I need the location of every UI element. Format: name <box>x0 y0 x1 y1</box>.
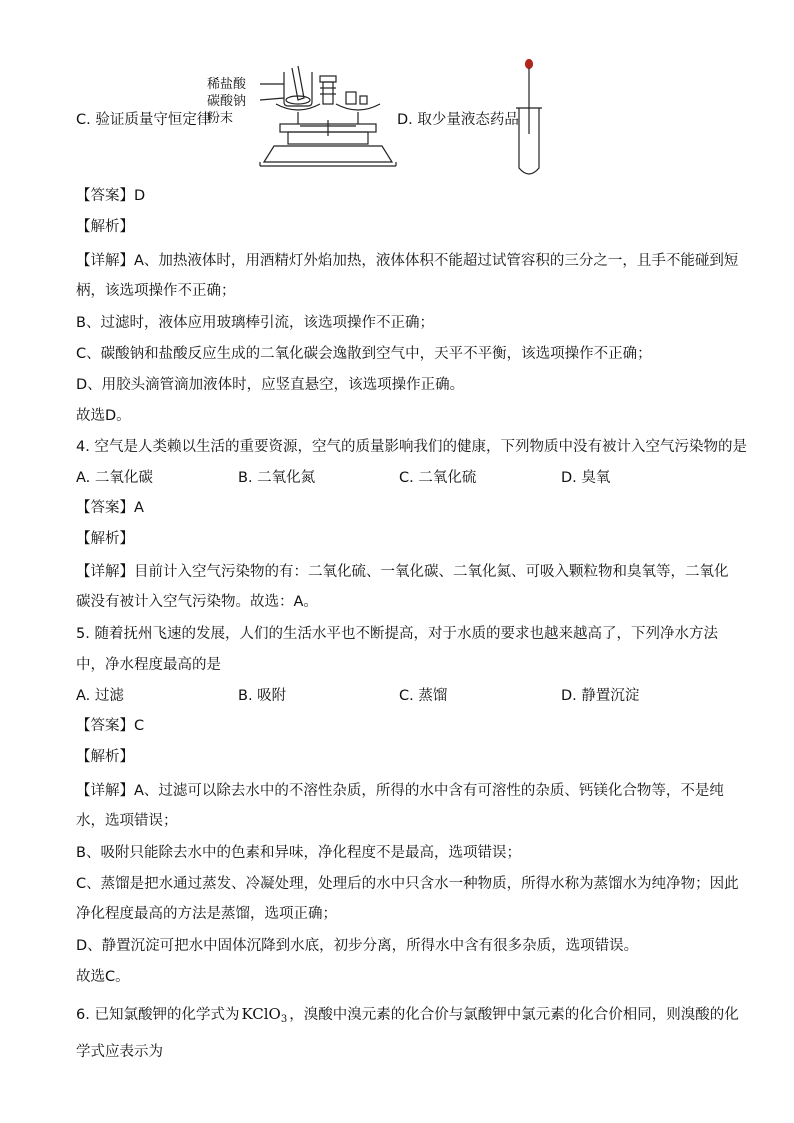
q5-detail-line-2: 水，选项错误； <box>76 813 178 829</box>
q3-detail-c: C、碳酸钠和盐酸反应生成的二氧化碳会逸散到空气中，天平不平衡，该选项操作不正确； <box>76 346 652 362</box>
q4-detail-line-2: 碳没有被计入空气污染物。故选：A。 <box>76 594 318 610</box>
q5-detail-b: B、吸附只能除去水中的色素和异味，净化程度不是最高，选项错误； <box>76 845 521 861</box>
balance-figure <box>240 62 400 172</box>
dropper-tube-figure <box>512 56 546 180</box>
q3-analysis-heading: 【解析】 <box>76 219 134 235</box>
q5-detail-d: D、静置沉淀可把水中固体沉降到水底，初步分离，所得水中含有很多杂质，选项错误。 <box>76 938 639 954</box>
q5-stem-line-1: 5. 随着抚州飞速的发展，人们的生活水平也不断提高，对于水质的要求也越来越高了，下列净水方法 <box>76 626 718 642</box>
label-powder: 粉末 <box>207 111 234 126</box>
q5-option-b: B. 吸附 <box>238 688 287 704</box>
label-sodium-carbonate: 碳酸钠 <box>207 94 247 109</box>
q3-detail-b: B、过滤时，液体应用玻璃棒引流，该选项操作不正确； <box>76 315 434 331</box>
q5-detail-c-line-1: C、蒸馏是把水通过蒸发、冷凝处理，处理后的水中只含水一种物质，所得水称为蒸馏水为纯净物；因此 <box>76 876 739 892</box>
q6-formula <box>241 1005 287 1023</box>
q5-analysis-heading: 【解析】 <box>76 749 134 765</box>
option-c-text: C. 验证质量守恒定律 <box>76 112 212 128</box>
q5-answer: 【答案】C <box>76 718 145 734</box>
q5-detail-line-1: 【详解】A、过滤可以除去水中的不溶性杂质，所得的水中含有可溶性的杂质、钙镁化合物等，不是纯 <box>76 783 724 799</box>
q4-stem: 4. 空气是人类赖以生活的重要资源，空气的质量影响我们的健康，下列物质中没有被计入空气污染物的是 <box>76 439 747 455</box>
q3-detail-line-1: 【详解】A、加热液体时，用酒精灯外焰加热，液体体积不能超过试管容积的三分之一，且手不能碰到短 <box>76 253 739 269</box>
option-d-text: D. 取少量液态药品 <box>397 112 519 128</box>
q4-option-c: C. 二氧化硫 <box>399 470 477 486</box>
q4-option-d: D. 臭氧 <box>561 470 611 486</box>
q6-stem-post: ，溴酸中溴元素的化合价与氯酸钾中氯元素的化合价相同，则溴酸的化 <box>289 1007 739 1023</box>
q4-detail-line-1: 【详解】目前计入空气污染物的有：二氧化硫、一氧化碳、二氧化氮、可吸入颗粒物和臭氧等，二氧化 <box>76 564 729 580</box>
q3-detail-line-2: 柄，该选项操作不正确； <box>76 283 236 299</box>
q4-answer: 【答案】A <box>76 500 144 516</box>
q6-formula-subscript: 3 <box>280 1014 288 1025</box>
q3-conclusion: 故选D。 <box>76 408 131 424</box>
q5-option-d: D. 静置沉淀 <box>561 688 640 704</box>
q4-analysis-heading: 【解析】 <box>76 531 134 547</box>
q4-option-b: B. 二氧化氮 <box>238 470 316 486</box>
q3-detail-d: D、用胶头滴管滴加液体时，应竖直悬空，该选项操作正确。 <box>76 377 465 393</box>
q5-conclusion: 故选C。 <box>76 969 130 985</box>
q4-option-a: A. 二氧化碳 <box>76 470 153 486</box>
q5-detail-c-line-2: 净化程度最高的方法是蒸馏，选项正确； <box>76 906 337 922</box>
q5-stem-line-2: 中，净水程度最高的是 <box>76 657 221 673</box>
q5-option-a: A. 过滤 <box>76 688 124 704</box>
q6-stem-line-2: 学式应表示为 <box>76 1044 163 1060</box>
q6-stem-line-1 <box>76 1004 739 1030</box>
q6-stem-pre: 6. 已知氯酸钾的化学式为 <box>76 1007 240 1023</box>
q3-answer: 【答案】D <box>76 188 146 204</box>
label-hydrochloric-acid: 稀盐酸 <box>207 77 247 92</box>
q5-option-c: C. 蒸馏 <box>399 688 448 704</box>
q6-formula-main: KClO <box>241 1005 281 1023</box>
